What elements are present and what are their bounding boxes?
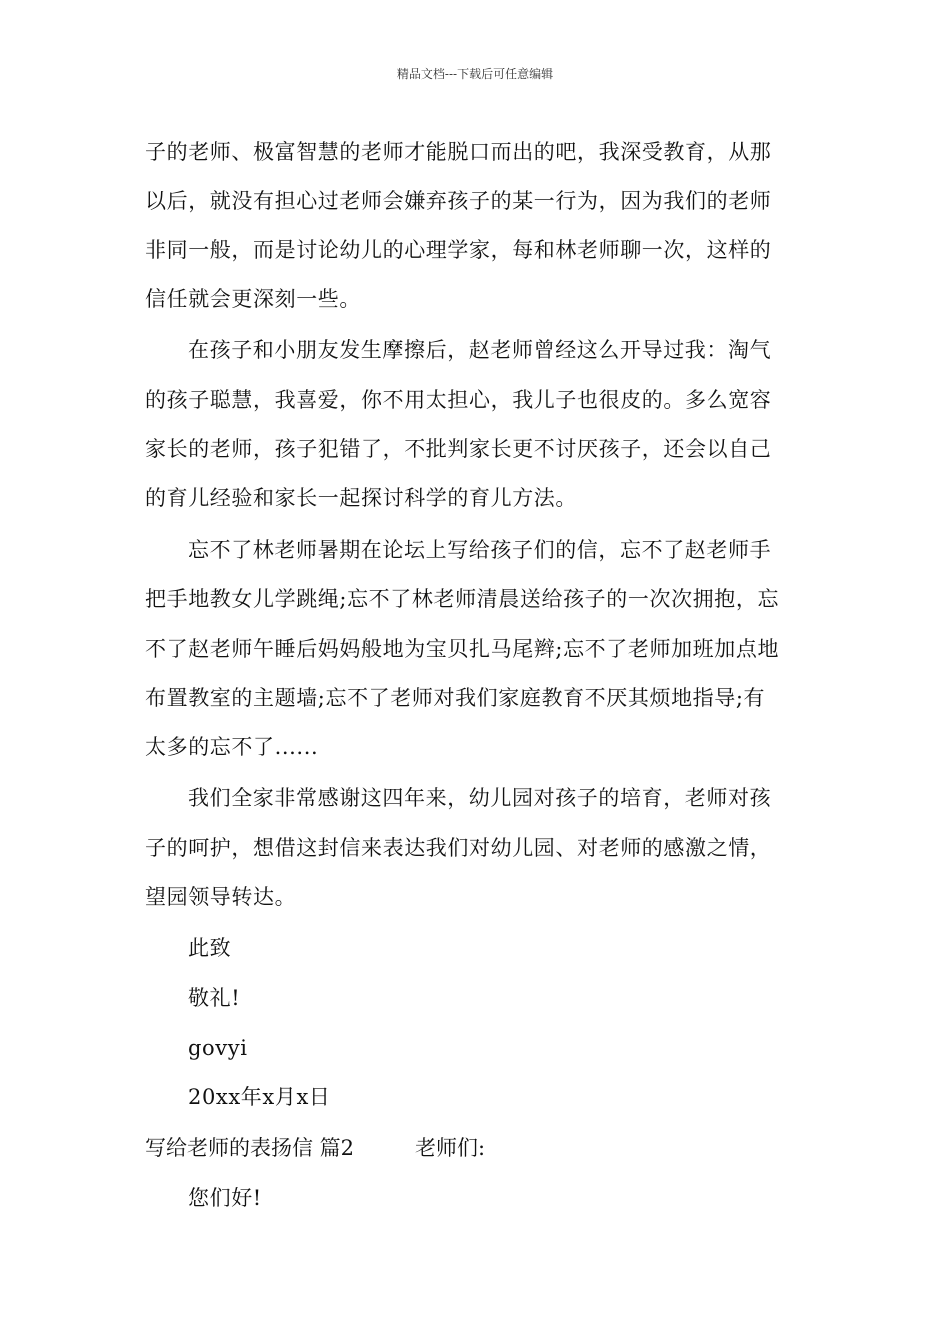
paragraph-3-line-1: 忘不了林老师暑期在论坛上写给孩子们的信，忘不了赵老师手 (188, 538, 772, 562)
paragraph-4-line-3: 望园领导转达。 (145, 885, 297, 909)
closing-cizhi: 此致 (188, 936, 232, 960)
paragraph-1-line-4: 信任就会更深刻一些。 (145, 287, 361, 311)
paragraph-2-line-1: 在孩子和小朋友发生摩擦后，赵老师曾经这么开导过我：淘气 (188, 338, 772, 362)
paragraph-2-line-2: 的孩子聪慧，我喜爱，你不用太担心，我儿子也很皮的。多么宽容 (145, 388, 772, 412)
paragraph-2-line-3: 家长的老师，孩子犯错了，不批判家长更不讨厌孩子，还会以自己 (145, 437, 772, 461)
section-2-greeting: 您们好! (188, 1186, 262, 1210)
paragraph-1-line-3: 非同一般，而是讨论幼儿的心理学家，每和林老师聊一次，这样的 (145, 238, 772, 262)
paragraph-4-line-1: 我们全家非常感谢这四年来，幼儿园对孩子的培育，老师对孩 (188, 786, 772, 810)
paragraph-3-line-3: 不了赵老师午睡后妈妈般地为宝贝扎马尾辫;忘不了老师加班加点地 (145, 637, 780, 661)
section-2-title: 写给老师的表扬信 篇2 (145, 1136, 355, 1160)
paragraph-1-line-1: 子的老师、极富智慧的老师才能脱口而出的吧，我深受教育，从那 (145, 140, 772, 164)
paragraph-3-line-4: 布置教室的主题墙;忘不了老师对我们家庭教育不厌其烦地指导;有 (145, 686, 766, 710)
closing-jingli: 敬礼! (188, 986, 241, 1010)
signature: govyi (188, 1036, 248, 1060)
paragraph-1-line-2: 以后，就没有担心过老师会嫌弃孩子的某一行为，因为我们的老师 (145, 189, 772, 213)
page-header: 精品文档---下载后可任意编辑 (396, 67, 554, 81)
letter-date: 20xx年x月x日 (188, 1085, 331, 1109)
paragraph-4-line-2: 子的呵护，想借这封信来表达我们对幼儿园、对老师的感激之情， (145, 836, 772, 860)
section-2-salutation: 老师们: (415, 1136, 486, 1160)
paragraph-3-line-2: 把手地教女儿学跳绳;忘不了林老师清晨送给孩子的一次次拥抱，忘 (145, 587, 780, 611)
paragraph-3-line-5: 太多的忘不了...... (145, 735, 319, 759)
paragraph-2-line-4: 的育儿经验和家长一起探讨科学的育儿方法。 (145, 486, 577, 510)
